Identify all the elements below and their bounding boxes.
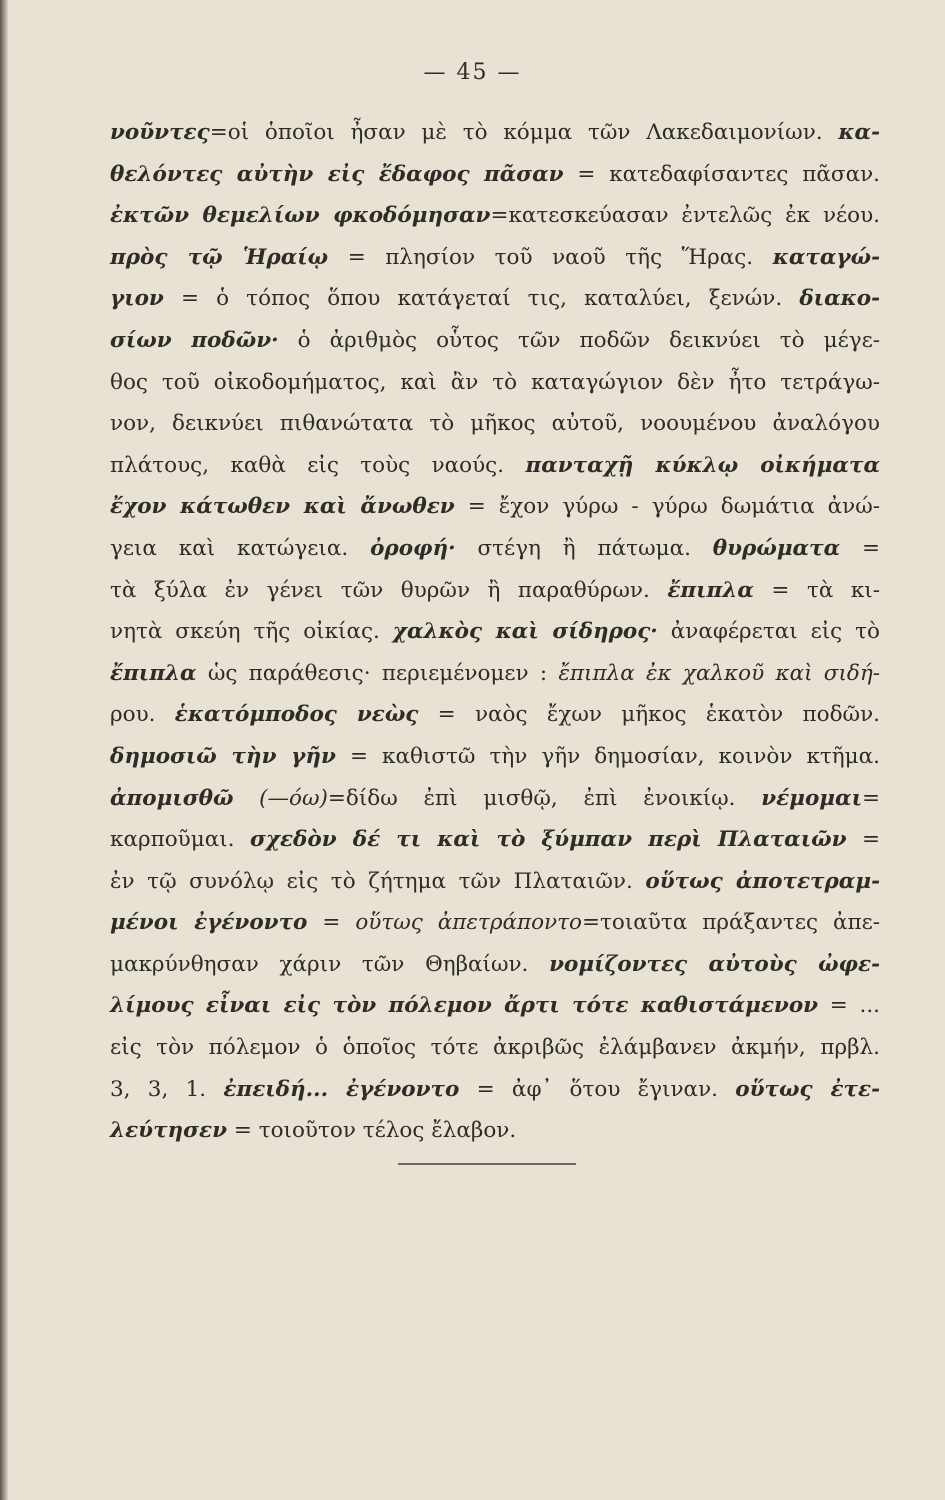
gloss-text: θος τοῦ οἰκοδομήματος, καὶ ἂν τὸ καταγώγιον δὲν ἦτο τετράγω- bbox=[110, 369, 880, 395]
lemma-term: κα- bbox=[838, 120, 880, 145]
text-line bbox=[110, 320, 880, 362]
lemma-term: λεύτησεν bbox=[110, 1118, 228, 1144]
gloss-text: = ... bbox=[818, 993, 880, 1019]
text-line bbox=[110, 611, 880, 653]
text-line bbox=[110, 403, 880, 445]
text-line bbox=[110, 1069, 880, 1111]
gloss-text: ρου. bbox=[110, 702, 175, 728]
lemma-term: χαλκὸς καὶ σίδηρος· bbox=[392, 619, 658, 645]
gloss-text: = bbox=[840, 535, 880, 561]
gloss-text: ὡς παράθεσις· περιεμένομεν : bbox=[196, 660, 559, 686]
text-line bbox=[110, 486, 880, 528]
lemma-term: θελόντες αὐτὴν εἰς ἔδαφος πᾶσαν bbox=[110, 161, 564, 187]
italic-phrase: οὕτως ἀπετράποντο bbox=[355, 910, 582, 936]
gloss-text: νον, δεικνύει πιθανώτατα τὸ μῆκος αὐτοῦ, νοουμένου ἀναλόγου bbox=[110, 411, 880, 437]
lemma-term: σίων ποδῶν· bbox=[110, 327, 279, 353]
lemma-term: οὕτως ἐτε- bbox=[735, 1076, 881, 1102]
gloss-text: = τὰ κι- bbox=[753, 577, 880, 603]
gloss-text: μακρύνθησαν χάριν τῶν Θηβαίων. bbox=[110, 951, 550, 977]
gloss-text: =τοιαῦτα πράξαντες ἀπε- bbox=[581, 910, 880, 936]
lemma-term: σχεδὸν δέ τι καὶ τὸ ξύμπαν περὶ Πλαταιῶν bbox=[249, 827, 847, 853]
text-line bbox=[110, 528, 880, 570]
lemma-term: οὕτως ἀποτετραμ- bbox=[645, 868, 881, 894]
lemma-term: ὀροφή· bbox=[370, 535, 456, 561]
gloss-text: = bbox=[846, 827, 880, 853]
lemma-term: πανταχῇ κύκλῳ οἰκήματα bbox=[525, 452, 880, 478]
text-line bbox=[110, 653, 880, 695]
text-line bbox=[110, 195, 880, 237]
gloss-text: καρποῦμαι. bbox=[110, 827, 250, 853]
text-line bbox=[110, 778, 880, 820]
lemma-term: μένοι ἐγένοντο bbox=[110, 910, 308, 936]
gloss-text: = καθιστῶ τὴν γῆν δημοσίαν, κοινὸν κτῆμα. bbox=[335, 743, 880, 769]
gloss-text: = ὁ τόπος ὅπου κατάγεταί τις, καταλύει, ξενών. bbox=[163, 286, 800, 312]
lemma-term: λίμους εἶναι εἰς τὸν πόλεμον ἄρτι τότε καθιστάμενον bbox=[110, 993, 819, 1019]
gloss-text: = κατεδαφίσαντες πᾶσαν. bbox=[563, 161, 881, 187]
text-line bbox=[110, 902, 880, 944]
lemma-term: ἐκτῶν θεμελίων φκοδόμησαν bbox=[110, 203, 491, 229]
text-line bbox=[110, 154, 880, 196]
gloss-text: νητὰ σκεύη τῆς οἰκίας. bbox=[110, 619, 393, 645]
lemma-term: διακο- bbox=[799, 286, 880, 312]
gloss-text: στέγη ἢ πάτωμα. bbox=[455, 535, 713, 561]
book-spine-edge bbox=[0, 0, 8, 1500]
gloss-text: ἀναφέρεται εἰς τὸ bbox=[657, 619, 880, 645]
gloss-text: ὁ ἀριθμὸς οὗτος τῶν ποδῶν δεικνύει τὸ μέγε- bbox=[278, 327, 881, 353]
page-number: — 45 — bbox=[423, 60, 522, 85]
lemma-term: δημοσιῶ τὴν γῆν bbox=[110, 743, 336, 769]
lemma-term: θυρώματα bbox=[712, 535, 841, 561]
text-line bbox=[110, 278, 880, 320]
gloss-text: = bbox=[861, 785, 880, 811]
lemma-term: νομίζοντες αὐτοὺς ὠφε- bbox=[549, 951, 881, 977]
text-line bbox=[110, 861, 880, 903]
gloss-text: = ἔχον γύρω - γύρω δωμάτια ἀνώ- bbox=[454, 494, 880, 520]
text-line bbox=[110, 736, 880, 778]
gloss-text: =οἱ ὁποῖοι ἦσαν μὲ τὸ κόμμα τῶν Λακεδαιμονίων. bbox=[209, 120, 839, 145]
text-line bbox=[110, 944, 880, 986]
lemma-term: ἐπειδή... ἐγένοντο bbox=[223, 1076, 460, 1102]
lemma-term: ἔπιπλα bbox=[667, 577, 754, 603]
text-line bbox=[110, 570, 880, 612]
text-line bbox=[110, 694, 880, 736]
gloss-text: τὰ ξύλα ἐν γένει τῶν θυρῶν ἢ παραθύρων. bbox=[110, 577, 668, 603]
text-line bbox=[110, 985, 880, 1027]
gloss-text: = ναὸς ἔχων μῆκος ἑκατὸν ποδῶν. bbox=[418, 702, 880, 728]
gloss-text: γεια καὶ κατώγεια. bbox=[110, 535, 371, 561]
lemma-term: ἔπιπλα bbox=[110, 660, 197, 686]
gloss-text: πλάτους, καθὰ εἰς τοὺς ναούς. bbox=[110, 452, 526, 478]
gloss-text: εἰς τὸν πόλεμον ὁ ὁποῖος τότε ἀκριβῶς ἐλάμβανεν ἀκμήν, πρβλ. bbox=[110, 1035, 880, 1061]
lemma-term: πρὸς τῷ Ἡραίῳ bbox=[110, 244, 329, 270]
gloss-text: = bbox=[307, 910, 356, 936]
text-line bbox=[110, 819, 880, 861]
commentary-text bbox=[110, 112, 880, 1152]
italic-phrase: (—όω) bbox=[233, 785, 328, 811]
lemma-term: ἀπομισθῶ bbox=[110, 785, 234, 811]
lemma-term: καταγώ- bbox=[772, 244, 880, 270]
text-line bbox=[110, 1027, 880, 1069]
gloss-text: = τοιοῦτον τέλος ἔλαβον. bbox=[227, 1118, 517, 1144]
gloss-text: =κατεσκεύασαν ἐντελῶς ἐκ νέου. bbox=[490, 203, 881, 229]
lemma-term: ἔχον κάτωθεν καὶ ἄνωθεν bbox=[110, 494, 455, 520]
gloss-text: ἐν τῷ συνόλῳ εἰς τὸ ζήτημα τῶν Πλαταιῶν. bbox=[110, 868, 646, 894]
lemma-term: νέμομαι bbox=[761, 785, 862, 811]
gloss-text: =δίδω ἐπὶ μισθῷ, ἐπὶ ἐνοικίῳ. bbox=[327, 785, 762, 811]
text-line bbox=[110, 445, 880, 487]
lemma-term: γιον bbox=[110, 286, 164, 312]
italic-phrase: ἔπιπλα ἐκ χαλκοῦ καὶ σιδή- bbox=[558, 660, 880, 686]
lemma-term: νοῦντες bbox=[110, 120, 210, 145]
gloss-text: = ἀφ᾿ ὅτου ἔγιναν. bbox=[459, 1076, 736, 1102]
text-line bbox=[110, 112, 880, 154]
section-divider-rule bbox=[398, 1163, 576, 1165]
text-line bbox=[110, 1110, 880, 1152]
text-line bbox=[110, 237, 880, 279]
text-line bbox=[110, 362, 880, 404]
gloss-text: = πλησίον τοῦ ναοῦ τῆς Ἥρας. bbox=[328, 244, 773, 270]
gloss-text: 3, 3, 1. bbox=[110, 1076, 224, 1102]
lemma-term: ἑκατόμποδος νεὼς bbox=[174, 702, 419, 728]
